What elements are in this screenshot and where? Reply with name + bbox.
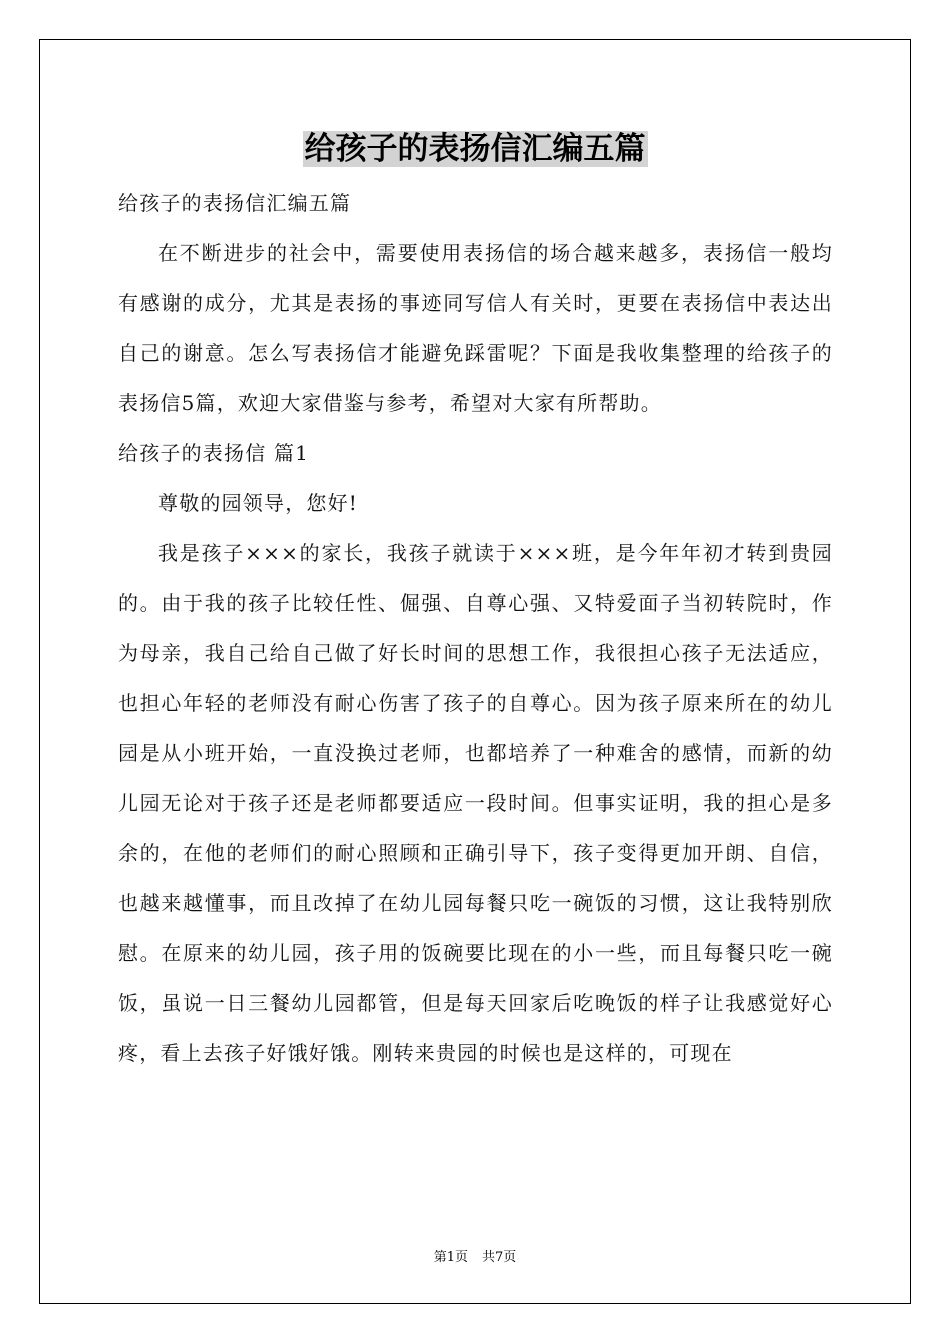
document-subtitle: 给孩子的表扬信汇编五篇: [118, 191, 352, 215]
intro-paragraph: 在不断进步的社会中，需要使用表扬信的场合越来越多，表扬信一般均有感谢的成分，尤其是表扬的事迹同写信人有关时，更要在表扬信中表达出自己的谢意。怎么写表扬信才能避免踩雷呢？下面是我收集整理的给孩子的表扬信5篇，欢迎大家借鉴与参考，希望对大家有所帮助。: [118, 241, 833, 415]
document-title: [0, 126, 950, 172]
page-total: 共7页: [482, 1250, 517, 1265]
section-heading: 给孩子的表扬信 篇1: [118, 441, 310, 465]
document-body: [118, 178, 833, 1078]
document-title-text: 给孩子的表扬信汇编五篇: [304, 131, 646, 167]
salutation: 尊敬的园领导，您好!: [158, 491, 359, 515]
letter-body-paragraph: 我是孩子×××的家长，我孩子就读于×××班，是今年年初才转到贵园的。由于我的孩子比较任性、倔强、自尊心强、又特爱面子当初转院时，作为母亲，我自己给自己做了好长时间的思想工作，我很担心孩子无法适应，也担心年轻的老师没有耐心伤害了孩子的自尊心。因为孩子原来所在的幼儿园是从小班开始，一直没换过老师，也都培养了一种难舍的感情，而新的幼儿园无论对于孩子还是老师都要适应一段时间。但事实证明，我的担心是多余的，在他的老师们的耐心照顾和正确引导下，孩子变得更加开朗、自信，也越来越懂事，而且改掉了在幼儿园每餐只吃一碗饭的习惯，这让我特别欣慰。在原来的幼儿园，孩子用的饭碗要比现在的小一些，而且每餐只吃一碗饭，虽说一日三餐幼儿园都管，但是每天回家后吃晚饭的样子让我感觉好心疼，看上去孩子好饿好饿。刚转来贵园的时候也是这样的，可现在: [118, 541, 833, 1065]
page-number: 第1页: [433, 1250, 468, 1265]
page-footer: [0, 1246, 950, 1265]
